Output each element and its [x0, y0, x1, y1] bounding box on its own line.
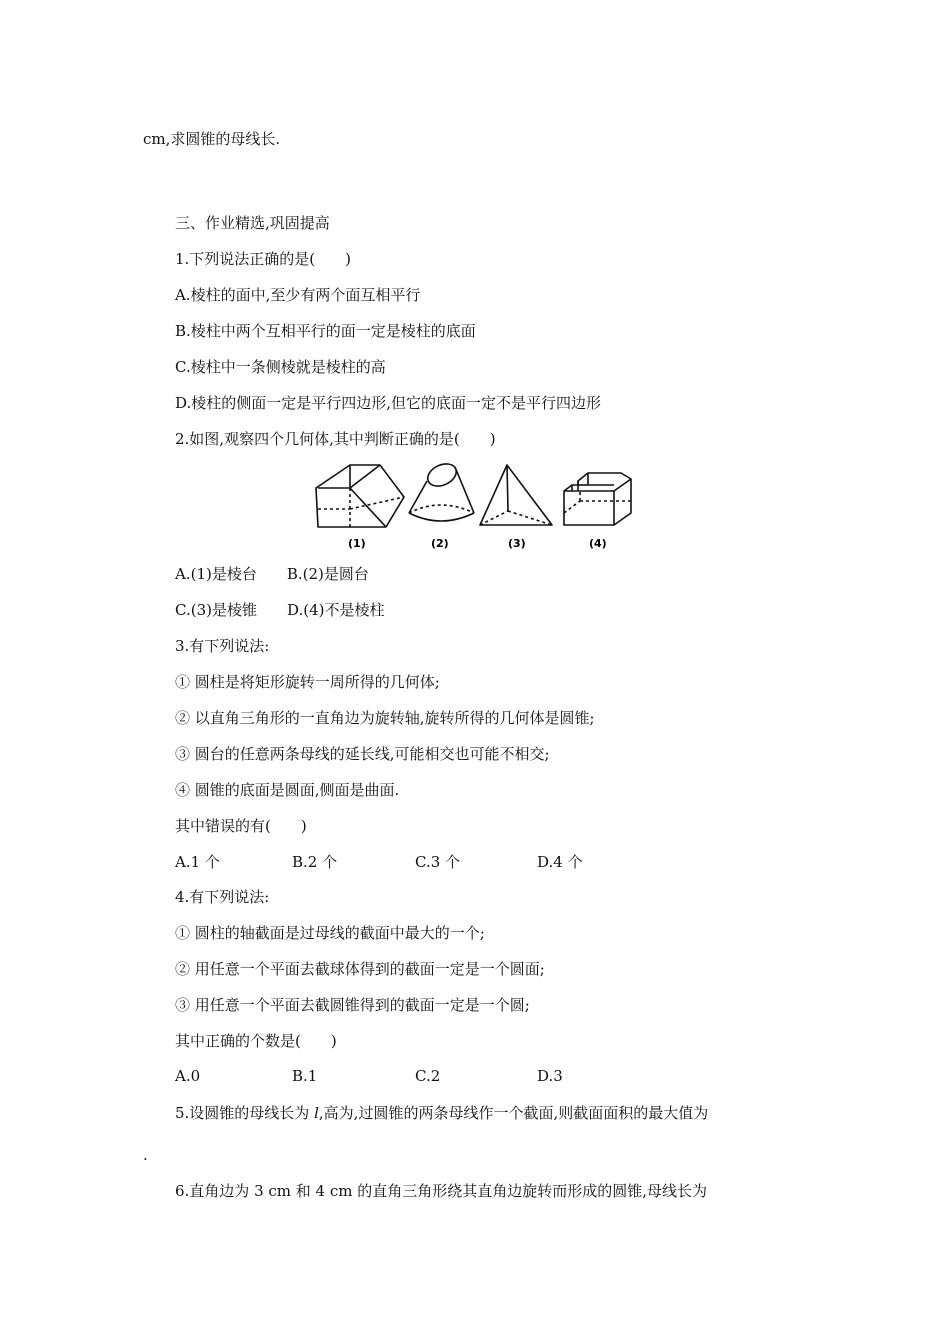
q1-option-d: D.棱柱的侧面一定是平行四边形,但它的底面一定不是平行四边形	[175, 394, 602, 412]
solid-3-figure	[480, 465, 552, 525]
q1-option-b: B.棱柱中两个互相平行的面一定是棱柱的底面	[175, 322, 476, 340]
q5-tail: .	[143, 1146, 148, 1164]
solid-4-figure	[564, 473, 631, 525]
q5-stem	[175, 1103, 708, 1123]
figure-label-3: (3)	[508, 537, 526, 550]
figure-label-4: (4)	[589, 537, 607, 550]
q5-variable-l: l	[314, 1104, 319, 1122]
q3-stem: 3.有下列说法:	[175, 637, 270, 655]
q2-options-row-2: C.(3)是棱锥 D.(4)不是棱柱	[175, 601, 385, 619]
q1-stem: 1.下列说法正确的是( )	[175, 250, 352, 268]
solids-figure	[310, 455, 640, 555]
q1-option-a: A.棱柱的面中,至少有两个面互相平行	[175, 286, 421, 304]
q4-statement-1: ① 圆柱的轴截面是过母线的截面中最大的一个;	[175, 924, 485, 942]
intro-tail-text: cm,求圆锥的母线长.	[143, 130, 281, 148]
q4-stem: 4.有下列说法:	[175, 888, 270, 906]
q4-option-d: D.3	[537, 1067, 563, 1085]
q4-option-b: B.1	[292, 1067, 318, 1085]
q3-statement-1: ① 圆柱是将矩形旋转一周所得的几何体;	[175, 673, 440, 691]
q3-option-d: D.4 个	[537, 853, 583, 871]
q3-question: 其中错误的有( )	[175, 817, 307, 835]
section-heading: 三、作业精选,巩固提高	[175, 214, 330, 232]
q4-statement-3: ③ 用任意一个平面去截圆锥得到的截面一定是一个圆;	[175, 996, 530, 1014]
q5-stem-suffix: ,高为,过圆锥的两条母线作一个截面,则截面面积的最大值为	[318, 1104, 709, 1122]
q6-stem: 6.直角边为 3 cm 和 4 cm 的直角三角形绕其直角边旋转而形成的圆锥,母线长为	[175, 1182, 708, 1200]
q3-option-b: B.2 个	[292, 853, 338, 871]
solid-2-figure	[409, 460, 474, 521]
q3-statement-2: ② 以直角三角形的一直角边为旋转轴,旋转所得的几何体是圆锥;	[175, 709, 595, 727]
q3-option-a: A.1 个	[175, 853, 220, 871]
q5-stem-prefix: 5.设圆锥的母线长为	[175, 1104, 315, 1122]
q3-option-c: C.3 个	[415, 853, 461, 871]
q2-stem: 2.如图,观察四个几何体,其中判断正确的是( )	[175, 430, 496, 448]
q2-options-row-1: A.(1)是棱台 B.(2)是圆台	[175, 565, 369, 583]
q4-option-c: C.2	[415, 1067, 441, 1085]
figure-label-1: (1)	[348, 537, 366, 550]
q4-statement-2: ② 用任意一个平面去截球体得到的截面一定是一个圆面;	[175, 960, 545, 978]
q4-question: 其中正确的个数是( )	[175, 1032, 337, 1050]
q1-option-c: C.棱柱中一条侧棱就是棱柱的高	[175, 358, 386, 376]
solid-1-figure	[316, 465, 404, 527]
q3-statement-4: ④ 圆锥的底面是圆面,侧面是曲面.	[175, 781, 400, 799]
figure-label-2: (2)	[431, 537, 449, 550]
q4-option-a: A.0	[175, 1067, 201, 1085]
q3-statement-3: ③ 圆台的任意两条母线的延长线,可能相交也可能不相交;	[175, 745, 550, 763]
